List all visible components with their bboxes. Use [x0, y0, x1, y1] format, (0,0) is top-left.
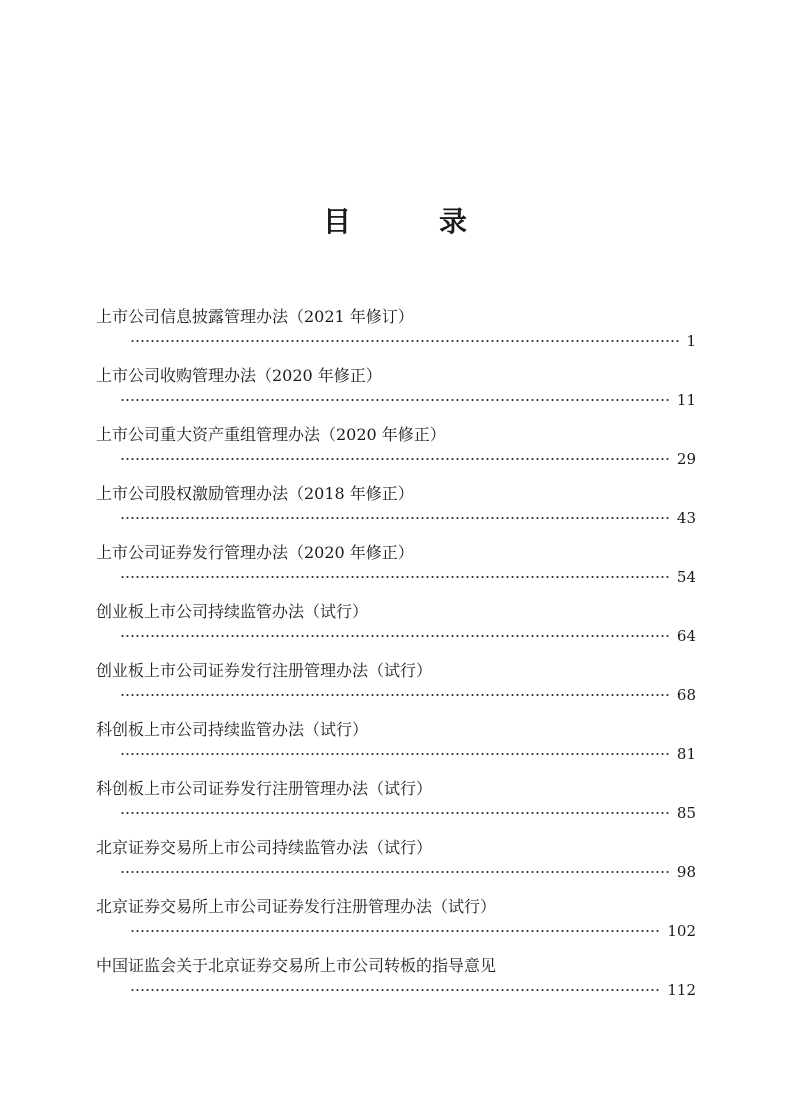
toc-leader	[120, 626, 696, 646]
leader-dots	[120, 394, 671, 406]
toc-entry[interactable]	[96, 423, 696, 482]
toc-entry-title[interactable]: 上市公司股权激励管理办法（2018 年修正）	[96, 484, 414, 503]
table-of-contents	[96, 305, 696, 1013]
toc-leader	[120, 744, 696, 764]
leader-dots	[120, 630, 671, 642]
toc-leader	[120, 803, 696, 823]
toc-leader	[120, 449, 696, 469]
toc-page-number[interactable]: 85	[676, 804, 696, 822]
toc-entry-title[interactable]: 科创板上市公司持续监管办法（试行）	[96, 720, 369, 739]
toc-page-number[interactable]: 81	[676, 745, 696, 763]
page-title: 目 录	[322, 205, 497, 238]
toc-entry-title[interactable]: 北京证券交易所上市公司持续监管办法（试行）	[96, 838, 433, 857]
leader-dots	[120, 689, 671, 701]
toc-page-number[interactable]: 29	[676, 450, 696, 468]
toc-page-number[interactable]: 64	[676, 627, 696, 645]
toc-entry[interactable]	[96, 305, 696, 364]
toc-entry[interactable]	[96, 659, 696, 718]
toc-page-number[interactable]: 102	[667, 922, 696, 940]
leader-dots	[120, 866, 671, 878]
toc-page-number[interactable]: 1	[686, 332, 696, 350]
toc-page-number[interactable]: 43	[676, 509, 696, 527]
toc-page-number[interactable]: 68	[676, 686, 696, 704]
leader-dots	[130, 925, 661, 937]
toc-leader	[130, 331, 696, 351]
leader-dots	[130, 335, 680, 347]
toc-leader	[120, 685, 696, 705]
toc-page-number[interactable]: 11	[676, 391, 696, 409]
toc-entry[interactable]	[96, 482, 696, 541]
leader-dots	[120, 453, 671, 465]
toc-entry[interactable]	[96, 836, 696, 895]
leader-dots	[120, 807, 671, 819]
leader-dots	[120, 748, 671, 760]
toc-entry-title[interactable]: 上市公司证券发行管理办法（2020 年修正）	[96, 543, 414, 562]
leader-dots	[120, 512, 671, 524]
toc-leader	[130, 921, 696, 941]
toc-leader	[120, 862, 696, 882]
toc-entry-title[interactable]: 科创板上市公司证券发行注册管理办法（试行）	[96, 779, 433, 798]
toc-leader	[120, 508, 696, 528]
toc-entry[interactable]	[96, 718, 696, 777]
toc-page-number[interactable]: 112	[667, 981, 696, 999]
leader-dots	[130, 984, 661, 996]
toc-entry[interactable]	[96, 895, 696, 954]
toc-entry-title[interactable]: 上市公司信息披露管理办法（2021 年修订）	[96, 307, 414, 326]
toc-entry[interactable]	[96, 954, 696, 1013]
toc-entry[interactable]	[96, 541, 696, 600]
toc-leader	[120, 567, 696, 587]
toc-entry-title[interactable]: 创业板上市公司证券发行注册管理办法（试行）	[96, 661, 433, 680]
toc-entry[interactable]	[96, 777, 696, 836]
toc-leader	[120, 390, 696, 410]
toc-entry-title[interactable]: 中国证监会关于北京证券交易所上市公司转板的指导意见	[96, 956, 497, 975]
toc-page-number[interactable]: 54	[676, 568, 696, 586]
toc-entry[interactable]	[96, 364, 696, 423]
toc-entry-title[interactable]: 创业板上市公司持续监管办法（试行）	[96, 602, 369, 621]
toc-entry-title[interactable]: 上市公司收购管理办法（2020 年修正）	[96, 366, 382, 385]
leader-dots	[120, 571, 671, 583]
toc-page-number[interactable]: 98	[676, 863, 696, 881]
toc-entry-title[interactable]: 北京证券交易所上市公司证券发行注册管理办法（试行）	[96, 897, 497, 916]
toc-entry[interactable]	[96, 600, 696, 659]
toc-leader	[130, 980, 696, 1000]
toc-entry-title[interactable]: 上市公司重大资产重组管理办法（2020 年修正）	[96, 425, 446, 444]
